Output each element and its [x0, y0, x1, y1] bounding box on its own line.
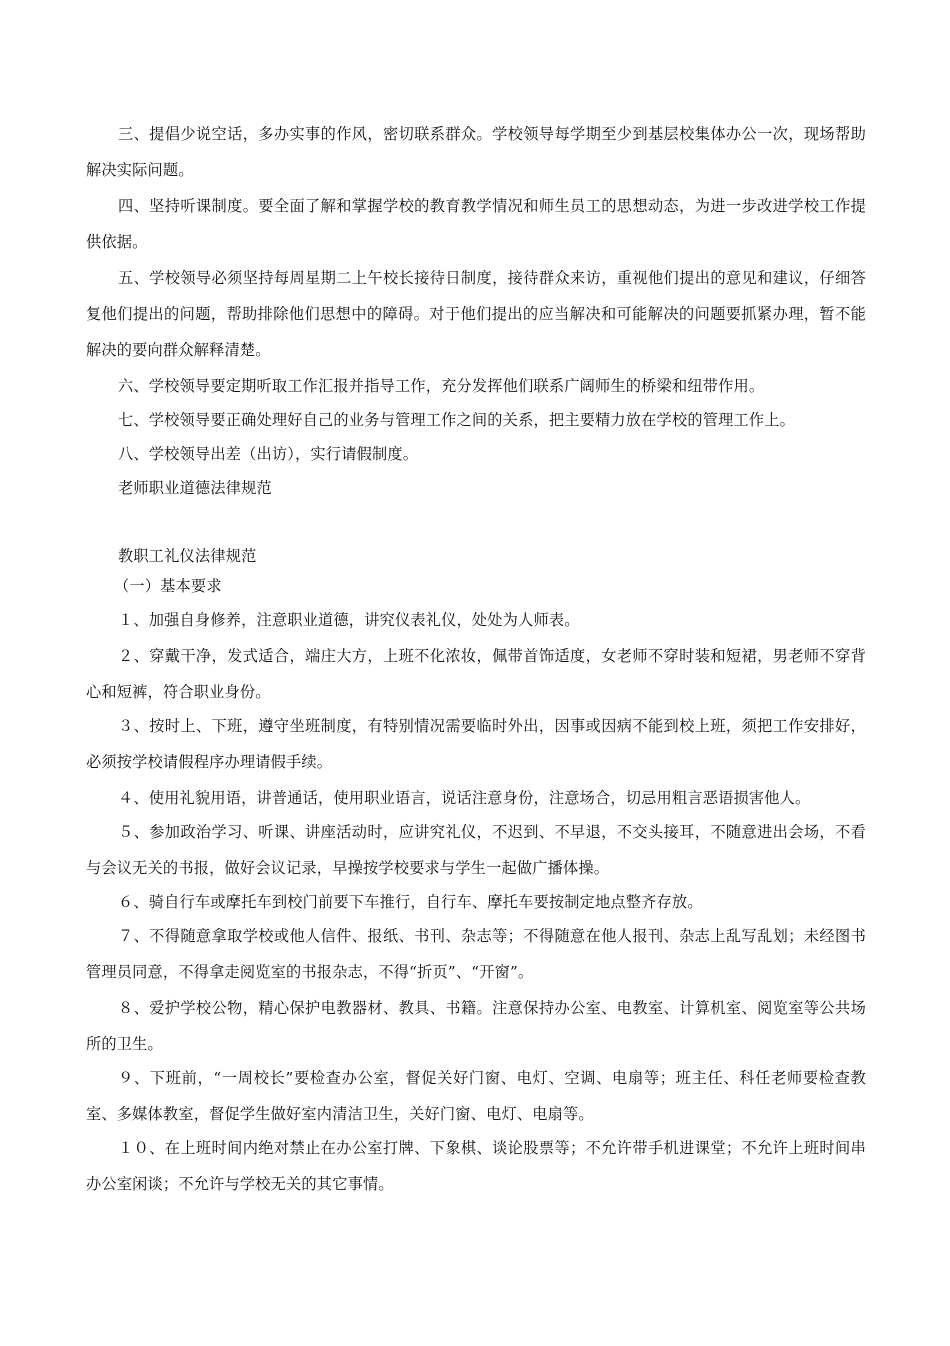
rule-item-7: ７、不得随意拿取学校或他人信件、报纸、书刊、杂志等；不得随意在他人报刊、杂志上乱写乱划；未经图书管理员同意，不得拿走阅览室的书报杂志，不得“折页”、“开窗”。: [86, 927, 866, 981]
rule-item-10: １０、在上班时间内绝对禁止在办公室打牌、下象棋、谈论股票等；不允许带手机进课堂；不允许上班时间串办公室闲谈；不允许与学校无关的其它事情。: [86, 1139, 866, 1193]
section-heading-etiquette: 教职工礼仪法律规范: [118, 547, 257, 565]
rule-item-3: ３、按时上、下班，遵守坐班制度，有特别情况需要临时外出，因事或因病不能到校上班，须把工作安排好，必须按学校请假程序办理请假手续。: [86, 717, 866, 771]
rule-item-4: ４、使用礼貌用语，讲普通话，使用职业语言，说话注意身份，注意场合，切忌用粗言恶语损害他人。: [118, 789, 811, 807]
section-heading-ethics: 老师职业道德法律规范: [118, 479, 272, 497]
rule-item-8: ８、爱护学校公物，精心保护电教器材、教具、书籍。注意保持办公室、电教室、计算机室、阅览室等公共场所的卫生。: [86, 999, 866, 1053]
rule-item-1: １、加强自身修养，注意职业道德，讲究仪表礼仪，处处为人师表。: [118, 611, 580, 629]
rule-item-6: ６、骑自行车或摩托车到校门前要下车推行，自行车、摩托车要按制定地点整齐存放。: [118, 893, 703, 911]
paragraph-item-6: 六、学校领导要定期听取工作汇报并指导工作，充分发挥他们联系广阔师生的桥梁和纽带作用。: [118, 377, 765, 395]
paragraph-item-5: 五、学校领导必须坚持每周星期二上午校长接待日制度，接待群众来访，重视他们提出的意见和建议，仔细答复他们提出的问题，帮助排除他们思想中的障碍。对于他们提出的应当解决和可能解决的问题要抓紧办理，暂不能解决的要向群众解释清楚。: [86, 269, 866, 359]
paragraph-item-7: 七、学校领导要正确处理好自己的业务与管理工作之间的关系，把主要精力放在学校的管理工作上。: [118, 411, 796, 429]
subsection-heading-basic: （一）基本要求: [114, 577, 222, 595]
paragraph-item-3: 三、提倡少说空话，多办实事的作风，密切联系群众。学校领导每学期至少到基层校集体办公一次，现场帮助解决实际问题。: [86, 125, 866, 179]
paragraph-item-8: 八、学校领导出差（出访），实行请假制度。: [118, 445, 419, 463]
rule-item-9: ９、下班前，“一周校长”要检查办公室，督促关好门窗、电灯、空调、电扇等；班主任、科任老师要检查教室、多媒体教室，督促学生做好室内清洁卫生，关好门窗、电灯、电扇等。: [86, 1069, 866, 1123]
rule-item-2: ２、穿戴干净，发式适合，端庄大方，上班不化浓妆，佩带首饰适度，女老师不穿时装和短裙，男老师不穿背心和短裤，符合职业身份。: [86, 647, 866, 701]
rule-item-5: ５、参加政治学习、听课、讲座活动时，应讲究礼仪，不迟到、不早退，不交头接耳，不随意进出会场，不看与会议无关的书报，做好会议记录，早操按学校要求与学生一起做广播体操。: [86, 823, 866, 877]
paragraph-item-4: 四、坚持听课制度。要全面了解和掌握学校的教育教学情况和师生员工的思想动态，为进一步改进学校工作提供依据。: [86, 197, 866, 251]
